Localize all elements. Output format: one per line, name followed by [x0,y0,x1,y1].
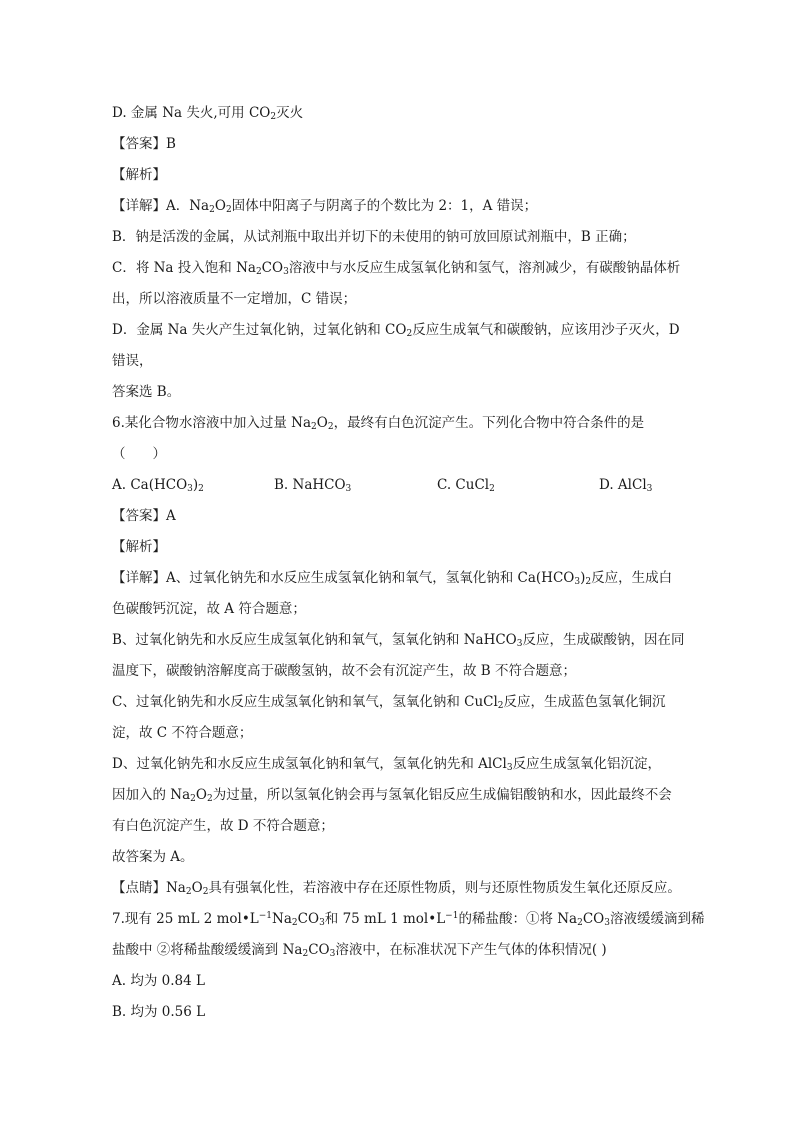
q6-option-d [599,476,652,494]
text-segment: 答案选 B。 [112,384,181,400]
text-line [112,104,303,122]
text-segment: A. 均为 0.84 L [112,973,205,989]
text-segment: O [214,198,226,214]
text-segment: 【点睛】Na [112,880,186,896]
text-segment: 2 [585,577,592,587]
text-segment: 2 [406,329,413,339]
text-segment: 【答案】A [112,508,176,524]
text-segment: ) [580,570,586,586]
text-segment: 3 [604,918,610,928]
text-segment: C. CuCl [437,477,490,493]
text-line [112,414,644,432]
text-line [112,879,681,897]
text-line [112,507,176,525]
text-segment: 反应生成氧气和碳酸钠，应该用沙子灭火，D [412,322,680,338]
text-segment: 反应生成氢氧化铝沉淀， [512,756,662,772]
text-segment: 故答案为 A。 [112,849,194,865]
text-segment: O [191,880,203,896]
text-segment: 反应，生成蓝色氢氧化铜沉 [503,694,666,710]
text-segment: 2 [202,887,209,897]
text-line [112,817,334,835]
text-segment: 2 [255,267,262,277]
text-segment: 2 [577,918,583,928]
text-line [112,445,166,463]
text-segment: 错误， [112,353,153,369]
text-segment: CO [308,942,330,958]
text-segment: B．钠是活泼的金属，从试剂瓶中取出并切下的未使用的钠可放回原试剂瓶中，B 正确； [112,229,636,245]
text-segment: D. AlCl [599,477,647,493]
text-segment: ，最终有白色沉淀产生。下列化合物中符合条件的是 [333,415,645,431]
text-segment: 2 [209,205,215,215]
text-segment: 盐酸中 ②将稀盐酸缓缓滴到 Na [112,942,303,958]
text-segment: 色碳酸钙沉淀，故 A 符合题意； [112,601,306,617]
text-line [112,1003,205,1021]
text-segment: ) [192,477,199,493]
text-segment: D、过氧化钠先和水反应生成氢氧化钠和氧气，氢氧化钠先和 AlCl [112,756,507,772]
text-segment: 2 [311,422,317,432]
text-segment: D. 金属 Na 失火,可用 CO [112,105,271,121]
text-segment: 3 [345,484,352,494]
text-segment: 3 [187,484,193,494]
text-line [112,259,680,277]
text-segment: D．金属 Na 失火产生过氧化钠，过氧化钠和 CO [112,322,407,338]
text-segment: 固体中阳离子与阴离子的个数比为 2：1，A 错误； [231,198,538,214]
text-line [112,972,205,990]
text-segment: 6.某化合物水溶液中加入过量 Na [112,415,312,431]
text-segment: 3 [319,918,325,928]
text-line [112,383,180,401]
text-segment: 【详解】A、过氧化钠先和水反应生成氢氧化钠和氧气，氢氧化钠和 Ca(HCO [112,570,575,586]
text-segment: 2 [190,794,196,804]
text-line [112,197,537,215]
text-segment: CO [582,911,605,927]
text-segment: −1 [445,911,459,921]
text-segment: 2 [270,112,277,122]
text-segment: 2 [198,484,204,494]
text-line [112,724,252,742]
text-line [112,569,672,587]
text-segment: 淀，故 C 不符合题意； [112,725,253,741]
text-segment: 3 [283,267,289,277]
text-segment: 3 [646,484,653,494]
text-segment: C、过氧化钠先和水反应生成氢氧化钠和氧气，氢氧化钠和 CuCl [112,694,498,710]
text-segment: O [316,415,328,431]
text-line [112,910,704,928]
text-segment: CO [297,911,320,927]
text-segment: 2 [327,422,334,432]
text-segment: 2 [185,887,192,897]
text-segment: 为过量，所以氢氧化钠会再与氢氧化铝反应生成偏铝酸钠和水，因此最终不会 [212,787,672,803]
text-segment: 2 [291,918,298,928]
text-segment: 2 [302,949,309,959]
text-segment: 反应，生成碳酸钠，因在同 [522,632,685,648]
text-segment: 7.现有 25 mL 2 mol•L [112,911,259,927]
text-segment: 【详解】A．Na [112,198,210,214]
text-segment: O [195,787,207,803]
text-segment: 溶液中与水反应生成氢氧化钠和氢气，溶剂减少，有碳酸钠晶体析 [288,260,681,276]
text-segment: 2 [225,205,232,215]
text-segment: 因加入的 Na [112,787,191,803]
text-segment: 3 [574,577,581,587]
text-line [112,755,661,773]
text-segment: C．将 Na 投入饱和 Na [112,260,256,276]
q6-option-c [437,476,495,494]
text-line [112,631,684,649]
text-line [112,228,636,246]
text-segment: 温度下，碳酸钠溶解度高于碳酸氢钠，故不会有沉淀产生，故 B 不符合题意； [112,663,577,679]
text-line [112,352,153,370]
text-segment: 2 [206,794,213,804]
text-segment: 2 [489,484,495,494]
text-segment: B. NaHCO [274,477,346,493]
q6-option-a [112,476,204,494]
text-segment: 反应，生成白 [591,570,673,586]
text-segment: Na [272,911,292,927]
text-segment: 有白色沉淀产生，故 D 不符合题意； [112,818,334,834]
text-line [112,662,576,680]
text-line [112,786,672,804]
text-segment: （ ） [112,446,166,462]
text-segment: 3 [506,763,513,773]
text-segment: 【解析】 [112,167,166,183]
text-segment: A. Ca(HCO [112,477,188,493]
text-segment: 出，所以溶液质量不一定增加，C 错误； [112,291,357,307]
text-segment: 和 75 mL 1 mol•L [324,911,446,927]
text-segment: CO [261,260,284,276]
text-segment: B. 均为 0.56 L [112,1004,206,1020]
text-segment: 具有强氧化性，若溶液中存在还原性物质，则与还原性物质发生氧化还原反应。 [208,880,681,896]
text-segment: −1 [258,911,273,921]
text-segment: 【解析】 [112,539,166,555]
text-segment: 溶液缓缓滴到稀 [609,911,705,927]
text-line [112,600,306,618]
text-segment: 的稀盐酸：①将 Na [458,911,578,927]
text-segment: 2 [497,701,504,711]
text-line [112,321,680,339]
text-line [112,693,666,711]
text-segment: 3 [516,639,523,649]
text-line [112,848,194,866]
text-segment: 溶液中，在标准状况下产生气体的体积情况( ) [335,942,607,958]
text-line [112,538,166,556]
text-line [112,135,176,153]
q6-option-b [274,476,351,494]
text-segment: B、过氧化钠先和水反应生成氢氧化钠和氧气，氢氧化钠和 NaHCO [112,632,517,648]
text-segment: 【答案】B [112,136,176,152]
text-segment: 3 [329,949,336,959]
text-segment: 灭火 [276,105,304,121]
text-line [112,941,607,959]
text-line [112,290,356,308]
text-line [112,166,166,184]
